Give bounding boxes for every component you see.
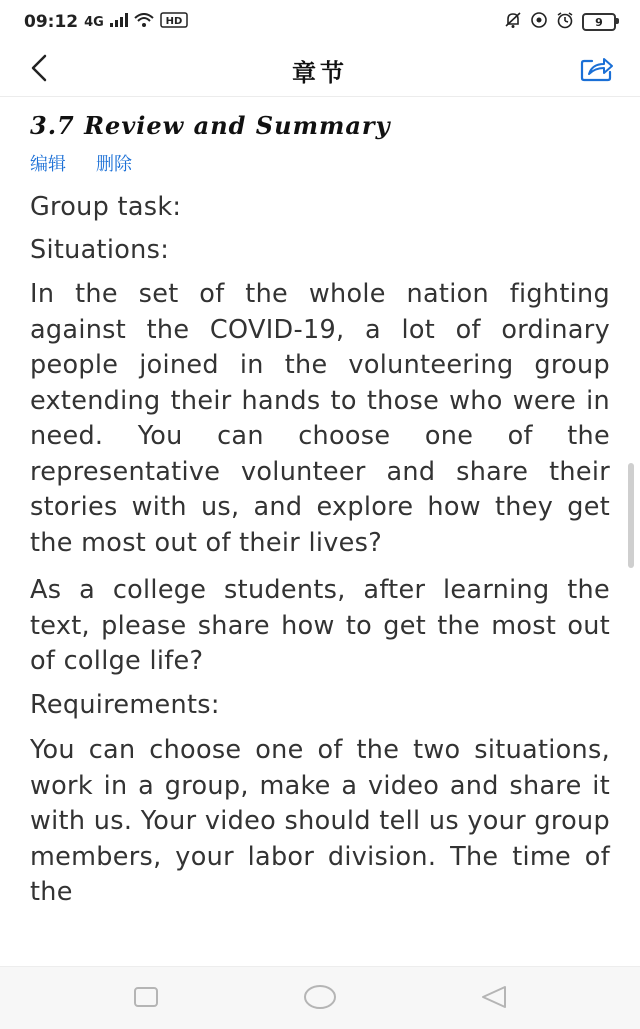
- status-time: 09:12: [24, 12, 79, 32]
- clock-icon: [556, 11, 574, 34]
- status-bar: [0, 0, 640, 44]
- network-type: 4G: [84, 14, 104, 30]
- chapter-actions: [30, 150, 610, 176]
- share-icon: [580, 54, 614, 86]
- paragraph-situation-two: As a college students, after learning the text, please share how to get the most out of collge life?: [30, 575, 610, 676]
- home-button[interactable]: [302, 983, 338, 1015]
- battery-icon: [582, 13, 616, 31]
- battery-level: 9: [595, 15, 603, 29]
- signal-icon: [110, 12, 128, 32]
- delete-button[interactable]: 删除: [96, 154, 132, 175]
- square-icon: [133, 986, 159, 1012]
- status-right: [504, 11, 616, 34]
- page-title: 章节: [292, 58, 348, 87]
- alarm-icon: [530, 11, 548, 34]
- chapter-title: 3.7 Review and Summary: [30, 111, 391, 140]
- mute-icon: [504, 11, 522, 34]
- back-button[interactable]: [22, 52, 56, 88]
- share-button[interactable]: [578, 52, 616, 88]
- chapter-content: [0, 97, 640, 965]
- chevron-left-icon: [30, 54, 48, 86]
- paragraph-group-task: Group task:: [30, 192, 182, 222]
- triangle-back-icon: [479, 985, 509, 1013]
- recent-apps-button[interactable]: [128, 983, 164, 1015]
- edit-button[interactable]: 编辑: [30, 154, 66, 175]
- system-nav-bar: [0, 966, 640, 1029]
- status-left: [24, 12, 188, 33]
- app-header: [0, 44, 640, 97]
- wifi-icon: [134, 12, 154, 32]
- paragraph-requirements: Requirements:: [30, 689, 220, 720]
- svg-text:HD: HD: [165, 15, 183, 27]
- circle-icon: [303, 984, 337, 1014]
- paragraph-situation-one: In the set of the whole nation fighting against the COVID-19, a lot of ordinary people joined in the volunteering group extending their hands to those who were in need. You can choose one of the representative volunteer and share their stories with us, and explore how they get the most out of their lives?: [30, 279, 610, 558]
- paragraph-situations: Situations:: [30, 234, 170, 265]
- back-nav-button[interactable]: [476, 983, 512, 1015]
- scrollbar-thumb[interactable]: [628, 463, 634, 568]
- paragraph-requirements-detail: You can choose one of the two situations, work in a group, make a video and share it with us. Your video should tell us your group members, your labor division. The time of the: [30, 735, 610, 907]
- hd-icon: [160, 12, 188, 33]
